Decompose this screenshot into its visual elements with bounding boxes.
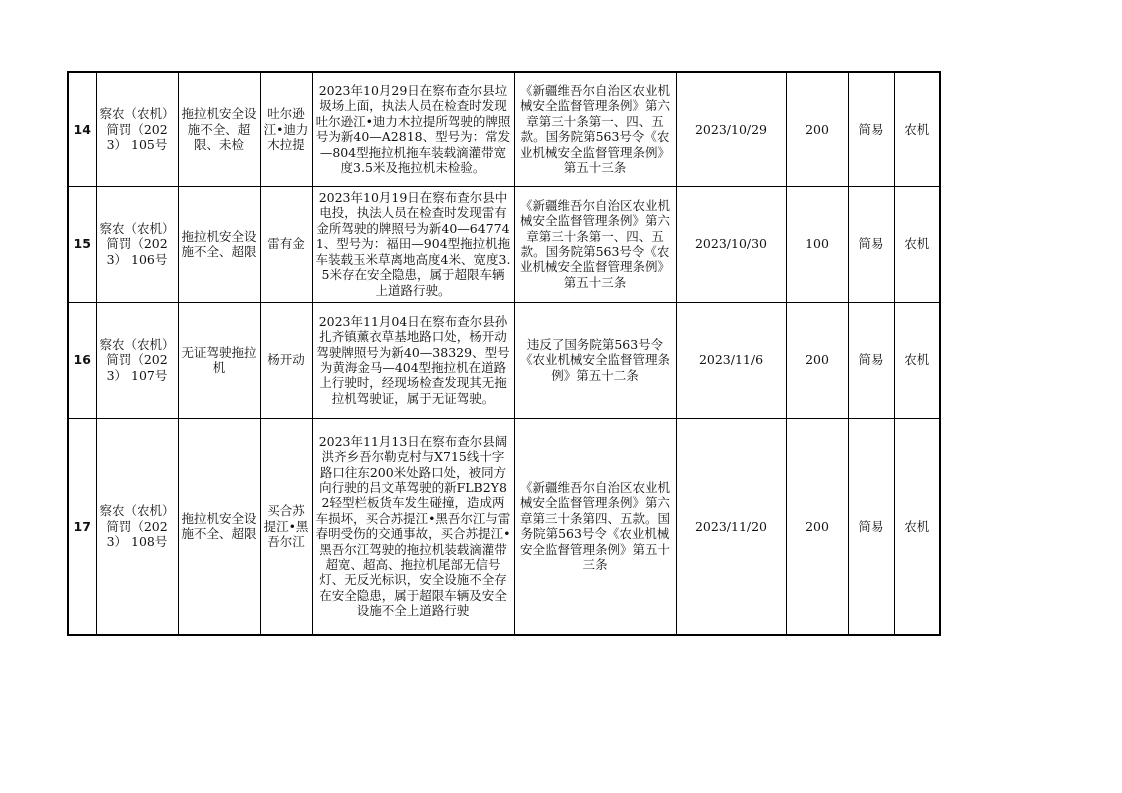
procedure-type: 简易: [848, 302, 894, 418]
table-row: [68, 186, 940, 302]
violation-facts: 2023年11月13日在察布查尔县阔洪齐乡吾尔勒克村与X715线十字路口往东200米处路口处，被同方向行驶的吕文革驾驶的新FLB2Y82轻型栏板货车发生碰撞，造成两车损坏，买合苏提江•黑吾尔江与雷春明受伤的交通事故，买合苏提江•黑吾尔江驾驶的拖拉机装载滴灌带超宽、超高、拖拉机尾部无信号灯、无反光标识，安全设施不全存在安全隐患，属于超限车辆及安全设施不全上道路行驶: [312, 418, 514, 635]
party-name: 买合苏提江•黑吾尔江: [260, 418, 312, 635]
row-number: 14: [68, 72, 96, 186]
fine-amount: 200: [786, 72, 848, 186]
penalty-date: 2023/11/6: [676, 302, 786, 418]
party-name: 杨开动: [260, 302, 312, 418]
penalty-date: 2023/10/29: [676, 72, 786, 186]
table-row: [68, 72, 940, 186]
penalty-date: 2023/11/20: [676, 418, 786, 635]
legal-basis: 《新疆维吾尔自治区农业机械安全监督管理条例》第六章第三十条第一、四、五款。国务院第563号令《农业机械安全监督管理条例》第五十三条: [514, 72, 676, 186]
violation-type: 拖拉机安全设施不全、超限: [178, 186, 260, 302]
penalty-document-number: 察农（农机）简罚（2023） 107号: [96, 302, 178, 418]
fine-amount: 200: [786, 302, 848, 418]
legal-basis: 《新疆维吾尔自治区农业机械安全监督管理条例》第六章第三十条第一、四、五款。国务院第563号令《农业机械安全监督管理条例》第五十三条: [514, 186, 676, 302]
legal-basis: 《新疆维吾尔自治区农业机械安全监督管理条例》第六章第三十条第四、五款。国务院第563号令《农业机械安全监督管理条例》第五十三条: [514, 418, 676, 635]
table-row: [68, 302, 940, 418]
procedure-type: 简易: [848, 72, 894, 186]
violation-type: 拖拉机安全设施不全、超限: [178, 418, 260, 635]
penalty-record-sheet: [67, 71, 941, 636]
row-number: 15: [68, 186, 96, 302]
procedure-type: 简易: [848, 418, 894, 635]
penalty-document-number: 察农（农机）简罚（2023） 108号: [96, 418, 178, 635]
fine-amount: 100: [786, 186, 848, 302]
row-number: 16: [68, 302, 96, 418]
party-name: 雷有金: [260, 186, 312, 302]
department: 农机: [894, 302, 940, 418]
penalty-document-number: 察农（农机）简罚（2023） 105号: [96, 72, 178, 186]
penalty-document-number: 察农（农机）简罚（2023） 106号: [96, 186, 178, 302]
violation-type: 拖拉机安全设施不全、超限、未检: [178, 72, 260, 186]
department: 农机: [894, 72, 940, 186]
fine-amount: 200: [786, 418, 848, 635]
violation-facts: 2023年10月29日在察布查尔县垃圾场上面，执法人员在检查时发现吐尔逊江•迪力木拉提所驾驶的牌照号为新40—A2818、型号为：常发—804型拖拉机拖车装载滴灌带宽度3.5米及拖拉机未检验。: [312, 72, 514, 186]
violation-facts: 2023年10月19日在察布查尔县中电投，执法人员在检查时发现雷有金所驾驶的牌照号为新40—647741、型号为：福田—904型拖拉机拖车装载玉米草离地高度4米、宽度3.5米存在安全隐患，属于超限车辆上道路行驶。: [312, 186, 514, 302]
table-row: [68, 418, 940, 635]
violation-type: 无证驾驶拖拉机: [178, 302, 260, 418]
violation-facts: 2023年11月04日在察布查尔县孙扎齐镇薰衣草基地路口处，杨开动驾驶牌照号为新40—38329、型号为黄海金马—404型拖拉机在道路上行驶时，经现场检查发现其无拖拉机驾驶证，属于无证驾驶。: [312, 302, 514, 418]
department: 农机: [894, 418, 940, 635]
party-name: 吐尔逊江•迪力木拉提: [260, 72, 312, 186]
row-number: 17: [68, 418, 96, 635]
department: 农机: [894, 186, 940, 302]
penalty-date: 2023/10/30: [676, 186, 786, 302]
procedure-type: 简易: [848, 186, 894, 302]
legal-basis: 违反了国务院第563号令《农业机械安全监督管理条例》第五十二条: [514, 302, 676, 418]
penalty-record-table: [67, 71, 941, 636]
